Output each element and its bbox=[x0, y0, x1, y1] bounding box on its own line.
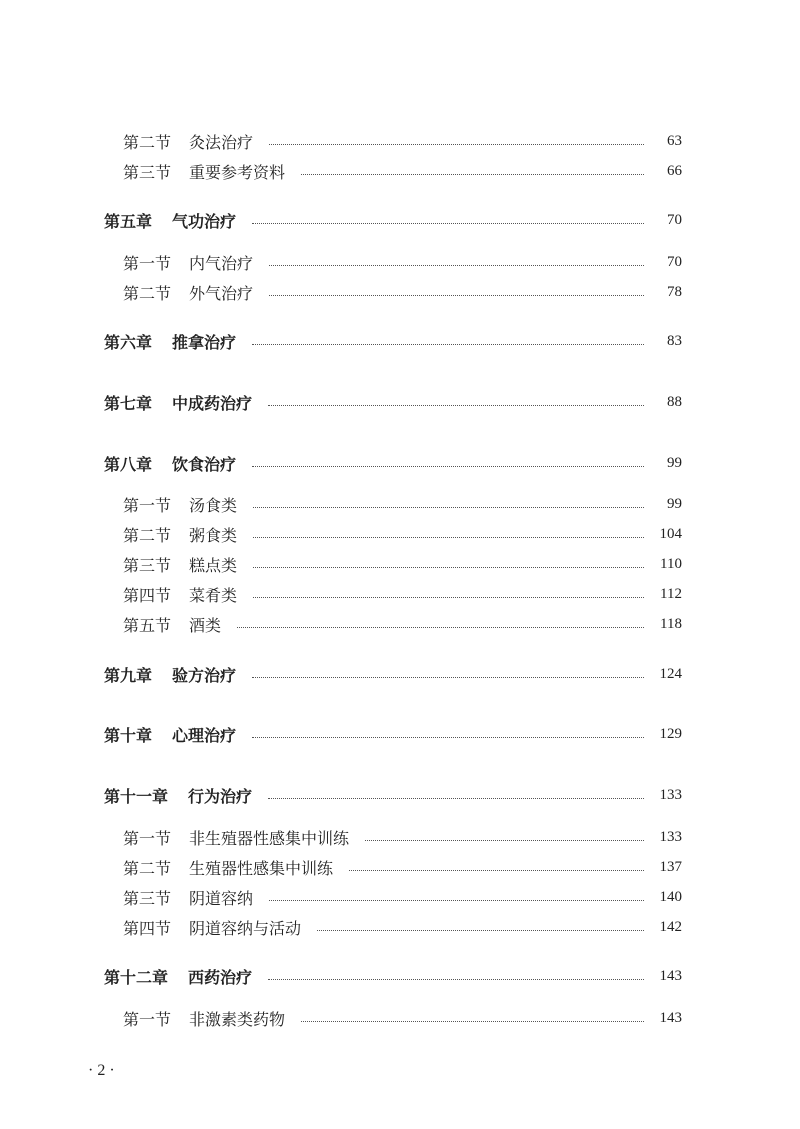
entry-label: 第三节 bbox=[123, 162, 172, 182]
dot-leader bbox=[253, 507, 644, 508]
dot-leader bbox=[237, 627, 644, 628]
entry-page: 143 bbox=[659, 967, 682, 984]
entry-title: 酒类 bbox=[189, 615, 222, 635]
dot-leader bbox=[269, 144, 644, 145]
dot-leader bbox=[301, 174, 644, 175]
entry-page: 78 bbox=[667, 283, 682, 300]
entry-label: 第一节 bbox=[123, 828, 172, 848]
entry-label: 第三节 bbox=[123, 888, 172, 908]
entry-page: 129 bbox=[659, 725, 682, 742]
toc-section-entry bbox=[0, 552, 800, 576]
entry-page: 99 bbox=[667, 454, 682, 471]
dot-leader bbox=[268, 405, 644, 406]
toc-section-entry bbox=[0, 915, 800, 939]
entry-title: 糕点类 bbox=[189, 555, 238, 575]
entry-title: 推拿治疗 bbox=[172, 332, 237, 352]
entry-title: 阴道容纳与活动 bbox=[189, 918, 302, 938]
entry-title: 气功治疗 bbox=[172, 211, 237, 231]
toc-section-entry bbox=[0, 250, 800, 274]
entry-title: 外气治疗 bbox=[189, 283, 254, 303]
entry-title: 内气治疗 bbox=[189, 253, 254, 273]
toc-section-entry bbox=[0, 522, 800, 546]
toc-section-entry bbox=[0, 855, 800, 879]
dot-leader bbox=[253, 567, 644, 568]
dot-leader bbox=[252, 466, 644, 467]
entry-label: 第十一章 bbox=[104, 786, 169, 806]
entry-page: 70 bbox=[667, 211, 682, 228]
entry-label: 第七章 bbox=[104, 393, 153, 413]
toc-chapter-entry bbox=[0, 662, 800, 686]
dot-leader bbox=[269, 900, 644, 901]
entry-label: 第四节 bbox=[123, 585, 172, 605]
entry-page: 124 bbox=[659, 665, 682, 682]
entry-label: 第六章 bbox=[104, 332, 153, 352]
toc-chapter-entry bbox=[0, 451, 800, 475]
dot-leader bbox=[252, 677, 644, 678]
dot-leader bbox=[253, 597, 644, 598]
entry-page: 110 bbox=[660, 555, 682, 572]
toc-section-entry bbox=[0, 1006, 800, 1030]
dot-leader bbox=[268, 798, 644, 799]
entry-page: 66 bbox=[667, 162, 682, 179]
entry-page: 137 bbox=[659, 858, 682, 875]
toc-section-entry bbox=[0, 885, 800, 909]
entry-page: 112 bbox=[660, 585, 682, 602]
entry-label: 第十章 bbox=[104, 725, 153, 745]
dot-leader bbox=[269, 265, 644, 266]
toc-section-entry bbox=[0, 612, 800, 636]
entry-label: 第二节 bbox=[123, 283, 172, 303]
dot-leader bbox=[301, 1021, 644, 1022]
dot-leader bbox=[317, 930, 644, 931]
entry-title: 非生殖器性感集中训练 bbox=[189, 828, 350, 848]
entry-label: 第二节 bbox=[123, 132, 172, 152]
entry-title: 粥食类 bbox=[189, 525, 238, 545]
entry-page: 104 bbox=[659, 525, 682, 542]
entry-title: 汤食类 bbox=[189, 495, 238, 515]
toc-section-entry bbox=[0, 129, 800, 153]
dot-leader bbox=[252, 344, 644, 345]
entry-title: 阴道容纳 bbox=[189, 888, 254, 908]
entry-label: 第一节 bbox=[123, 1009, 172, 1029]
entry-page: 143 bbox=[659, 1009, 682, 1026]
entry-title: 菜肴类 bbox=[189, 585, 238, 605]
toc-section-entry bbox=[0, 159, 800, 183]
entry-title: 行为治疗 bbox=[188, 786, 253, 806]
dot-leader bbox=[349, 870, 644, 871]
entry-page: 140 bbox=[659, 888, 682, 905]
entry-label: 第一节 bbox=[123, 253, 172, 273]
entry-title: 生殖器性感集中训练 bbox=[189, 858, 334, 878]
entry-title: 中成药治疗 bbox=[172, 393, 253, 413]
entry-page: 63 bbox=[667, 132, 682, 149]
entry-label: 第二节 bbox=[123, 858, 172, 878]
entry-label: 第五节 bbox=[123, 615, 172, 635]
entry-page: 133 bbox=[659, 786, 682, 803]
dot-leader bbox=[252, 223, 644, 224]
dot-leader bbox=[252, 737, 644, 738]
entry-label: 第三节 bbox=[123, 555, 172, 575]
dot-leader bbox=[269, 295, 644, 296]
entry-label: 第八章 bbox=[104, 454, 153, 474]
toc-chapter-entry bbox=[0, 783, 800, 807]
entry-page: 133 bbox=[659, 828, 682, 845]
dot-leader bbox=[365, 840, 644, 841]
entry-title: 心理治疗 bbox=[172, 725, 237, 745]
entry-title: 灸法治疗 bbox=[189, 132, 254, 152]
entry-page: 88 bbox=[667, 393, 682, 410]
entry-label: 第十二章 bbox=[104, 967, 169, 987]
entry-label: 第四节 bbox=[123, 918, 172, 938]
toc-section-entry bbox=[0, 825, 800, 849]
entry-title: 饮食治疗 bbox=[172, 454, 237, 474]
entry-page: 70 bbox=[667, 253, 682, 270]
toc-chapter-entry bbox=[0, 964, 800, 988]
toc-chapter-entry bbox=[0, 208, 800, 232]
entry-label: 第一节 bbox=[123, 495, 172, 515]
entry-page: 83 bbox=[667, 332, 682, 349]
entry-title: 西药治疗 bbox=[188, 967, 253, 987]
entry-page: 142 bbox=[659, 918, 682, 935]
entry-title: 重要参考资料 bbox=[189, 162, 286, 182]
toc-chapter-entry bbox=[0, 390, 800, 414]
dot-leader bbox=[253, 537, 644, 538]
dot-leader bbox=[268, 979, 644, 980]
toc-section-entry bbox=[0, 280, 800, 304]
page-number: · 2 · bbox=[88, 1062, 115, 1079]
entry-page: 99 bbox=[667, 495, 682, 512]
entry-page: 118 bbox=[660, 615, 682, 632]
entry-title: 验方治疗 bbox=[172, 665, 237, 685]
toc-section-entry bbox=[0, 492, 800, 516]
entry-label: 第九章 bbox=[104, 665, 153, 685]
toc-chapter-entry bbox=[0, 722, 800, 746]
entry-label: 第五章 bbox=[104, 211, 153, 231]
entry-title: 非激素类药物 bbox=[189, 1009, 286, 1029]
entry-label: 第二节 bbox=[123, 525, 172, 545]
toc-section-entry bbox=[0, 582, 800, 606]
toc-chapter-entry bbox=[0, 329, 800, 353]
